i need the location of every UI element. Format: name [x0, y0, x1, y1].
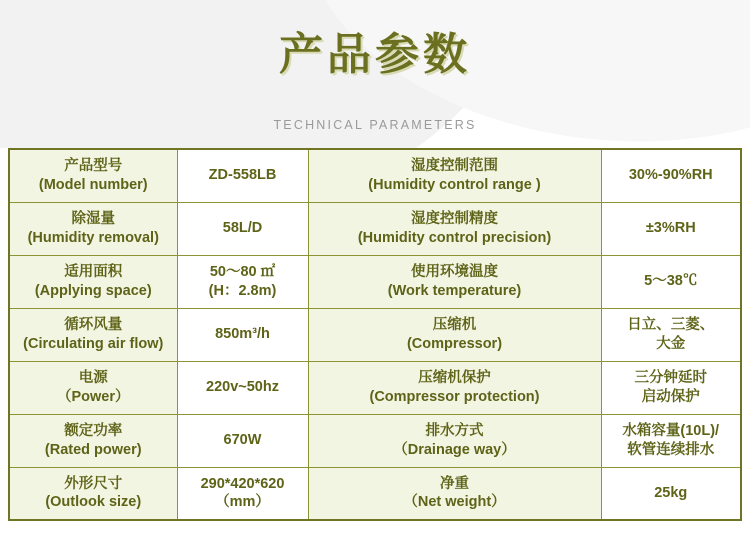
row-0-right-value: 30%-90%RH [601, 149, 741, 202]
row-2-left-value-line2: (H：2.8m) [208, 282, 277, 299]
table-row [9, 414, 741, 467]
row-2-right-label-cn: 使用环境温度 [411, 263, 498, 280]
row-2-left-value-line1: 50～80 ㎡ [209, 263, 276, 280]
row-3-right-value [601, 308, 741, 361]
row-3-right-value-line1: 日立、三菱、 [627, 316, 715, 333]
row-0-left-label-cn: 产品型号 [64, 158, 123, 175]
row-6-right-label [308, 467, 601, 520]
row-5-right-value-line2: 软管连续排水 [627, 441, 715, 458]
row-0-right-label [308, 149, 601, 202]
row-5-right-label-en: （Drainage way） [393, 441, 516, 458]
row-2-left-label [9, 255, 177, 308]
row-0-right-label-en: (Humidity control range ) [368, 176, 541, 193]
row-2-right-label-en: (Work temperature) [387, 282, 522, 299]
page-title-en: TECHNICAL PARAMETERS [273, 118, 477, 132]
row-5-right-label-cn: 排水方式 [425, 422, 484, 439]
row-1-right-value: ±3%RH [601, 202, 741, 255]
row-4-right-value-line1: 三分钟延时 [634, 369, 707, 386]
row-6-left-value-line2: （mm） [215, 494, 270, 511]
row-2-left-value [177, 255, 308, 308]
spec-table-wrapper [0, 148, 750, 521]
row-4-left-label-cn: 电源 [78, 369, 108, 386]
row-2-left-label-cn: 适用面积 [64, 263, 123, 280]
table-row [9, 308, 741, 361]
page-header [0, 0, 750, 148]
table-row [9, 467, 741, 520]
row-6-left-label-cn: 外形尺寸 [64, 475, 123, 492]
row-6-right-value: 25kg [601, 467, 741, 520]
row-6-left-value-line1: 290*420*620 [200, 475, 285, 492]
row-2-left-label-en: (Applying space) [34, 282, 152, 299]
row-1-right-label-cn: 湿度控制精度 [411, 210, 498, 227]
row-2-right-value: 5～38℃ [601, 255, 741, 308]
row-0-left-value: ZD-558LB [177, 149, 308, 202]
row-5-left-label-cn: 额定功率 [64, 422, 123, 439]
row-6-right-label-en: （Net weight） [403, 494, 506, 511]
row-4-left-value: 220v~50hz [177, 361, 308, 414]
row-4-right-label-en: (Compressor protection) [369, 388, 540, 405]
page-title-cn: 产品参数 [279, 30, 471, 79]
row-3-left-label-cn: 循环风量 [64, 316, 123, 333]
row-6-left-label-en: (Outlook size) [45, 494, 142, 511]
row-3-right-value-line2: 大金 [656, 335, 686, 352]
row-1-left-label [9, 202, 177, 255]
row-6-left-label [9, 467, 177, 520]
row-3-left-value: 850m³/h [177, 308, 308, 361]
row-6-right-label-cn: 净重 [440, 475, 469, 492]
row-6-left-value [177, 467, 308, 520]
row-3-right-label-en: (Compressor) [406, 335, 503, 352]
row-4-right-value-line2: 启动保护 [641, 388, 700, 405]
row-3-left-label-en: (Circulating air flow) [23, 335, 164, 352]
row-5-left-label-en: (Rated power) [44, 441, 142, 458]
row-5-right-value [601, 414, 741, 467]
row-0-left-label-en: (Model number) [38, 176, 148, 193]
table-row [9, 149, 741, 202]
row-1-left-label-cn: 除湿量 [71, 210, 115, 227]
row-3-right-label-cn: 压缩机 [432, 316, 477, 333]
row-4-right-label [308, 361, 601, 414]
row-1-right-label-en: (Humidity control precision) [357, 229, 552, 246]
row-5-right-label [308, 414, 601, 467]
row-1-left-value: 58L/D [177, 202, 308, 255]
row-0-right-label-cn: 湿度控制范围 [411, 158, 498, 175]
row-1-left-label-en: (Humidity removal) [27, 229, 159, 246]
row-5-left-label [9, 414, 177, 467]
row-1-right-label [308, 202, 601, 255]
row-0-left-label [9, 149, 177, 202]
row-5-right-value-line1: 水箱容量(10L)/ [622, 422, 720, 439]
row-4-right-label-cn: 压缩机保护 [418, 369, 491, 386]
row-5-left-value: 670W [177, 414, 308, 467]
row-4-right-value [601, 361, 741, 414]
row-4-left-label [9, 361, 177, 414]
row-4-left-label-en: （Power） [56, 388, 130, 405]
table-row [9, 202, 741, 255]
row-3-left-label [9, 308, 177, 361]
table-row [9, 361, 741, 414]
row-2-right-label [308, 255, 601, 308]
table-row [9, 255, 741, 308]
spec-table [8, 148, 742, 521]
row-3-right-label [308, 308, 601, 361]
